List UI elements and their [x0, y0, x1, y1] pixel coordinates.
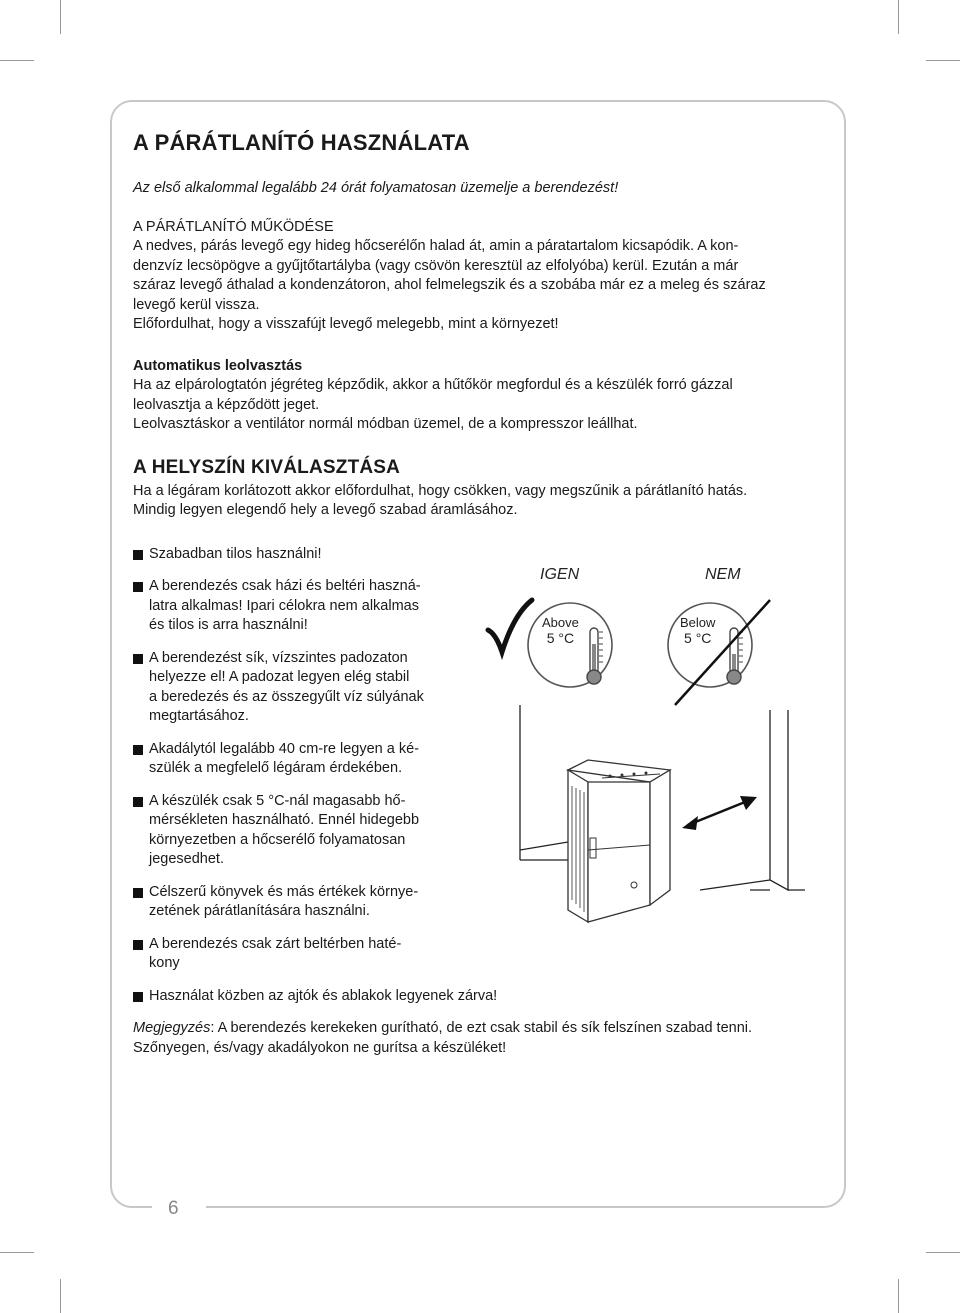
intro-note: Az első alkalommal legalább 24 órát folyamatosan üzemelje a berendezést!: [133, 180, 619, 196]
defrost-line: Leolvasztáskor a ventilátor normál módban üzemel, de a kompresszor leállhat.: [133, 416, 638, 432]
operation-line: száraz levegő áthalad a kondenzátoron, ahol felmelegszik és a szobába már ez a meleg és száraz: [133, 277, 766, 293]
crop-mark: [926, 1252, 960, 1253]
list-item: A berendezés csak házi és beltéri haszná- latra alkalmas! Ipari célokra nem alkalmas és tilos is arra használni!: [133, 577, 463, 636]
crop-mark: [898, 0, 899, 34]
page-title: A PÁRÁTLANÍTÓ HASZNÁLATA: [133, 130, 470, 155]
crop-mark: [926, 60, 960, 61]
placement-illustration: [470, 560, 820, 930]
crop-mark: [0, 60, 34, 61]
double-arrow-icon: [688, 800, 750, 825]
defrost-line: leolvasztja a képződött jeget.: [133, 396, 320, 413]
list-item: A készülék csak 5 °C-nál magasabb hő- mérsékleten használható. Ennél hidegebb környezetben a hőcserélő folyamatosan jegesedhet.: [133, 792, 463, 870]
crop-mark: [60, 0, 61, 34]
note: Megjegyzés: A berendezés kerekeken gurítható, de ezt csak stabil és sík felszínen szabad tenni. Szőnyegen, és/vagy akadályokon ne gurítsa a készüléket!: [133, 1020, 753, 1056]
list-item: Akadálytól legalább 40 cm-re legyen a ké- szülék a megfelelő légáram érdekében.: [133, 740, 463, 779]
note-label: Megjegyzés: [133, 1020, 211, 1036]
location-heading: A HELYSZÍN KIVÁLASZTÁSA: [133, 456, 401, 478]
defrost-heading: Automatikus leolvasztás: [133, 357, 303, 374]
operation-line: denzvíz lecsöpögve a gyűjtőtartályba (vagy csövön keresztül az elfolyóba) kerül. Ezután a már: [133, 257, 739, 274]
list-item: A berendezés csak zárt beltérben haté- kony: [133, 935, 463, 974]
list-item: A berendezést sík, vízszintes padozaton helyezze el! A padozat legyen elég stabil a beredezés és az összegyűlt víz súlyának megtartásához.: [133, 649, 463, 727]
operation-line: levegő kerül vissza.: [133, 296, 260, 313]
location-line: Mindig legyen elegendő hely a levegő szabad áramlásához.: [133, 502, 518, 518]
thermometer-above-label: Above 5 °C: [542, 615, 579, 646]
placement-rules: [133, 545, 498, 1007]
yes-label: IGEN: [540, 566, 580, 583]
no-label: NEM: [705, 566, 741, 583]
list-item: Használat közben az ajtók és ablakok legyenek zárva!: [133, 987, 569, 1007]
list-item: Célszerű könyvek és más értékek környe- zetének párátlanítására használni.: [133, 883, 463, 922]
frame-gap: [152, 1196, 206, 1216]
defrost-line: Ha az elpárologtatón jégréteg képződik, akkor a hűtőkör megfordul és a készülék forró gázzal: [133, 377, 733, 393]
operation-line: A nedves, párás levegő egy hideg hőcserélőn halad át, amin a páratartalom kicsapódik. A kon-: [133, 238, 739, 254]
list-item: Szabadban tilos használni!: [133, 545, 463, 565]
operation-heading: A PÁRÁTLANÍTÓ MŰKÖDÉSE: [133, 218, 334, 235]
crop-mark: [60, 1279, 61, 1313]
dehumidifier-icon: [568, 760, 670, 922]
crop-mark: [898, 1279, 899, 1313]
page-number: 6: [168, 1198, 179, 1219]
illustration-graphics: [470, 560, 820, 930]
crop-mark: [0, 1252, 34, 1253]
operation-warning: Előfordulhat, hogy a visszafújt levegő melegebb, mint a környezet!: [133, 316, 559, 332]
check-icon: [488, 600, 532, 652]
location-line: Ha a légáram korlátozott akkor előfordulhat, hogy csökken, vagy megszűnik a párátlanító hatás.: [133, 482, 748, 499]
thermometer-below-label: Below 5 °C: [680, 615, 716, 646]
